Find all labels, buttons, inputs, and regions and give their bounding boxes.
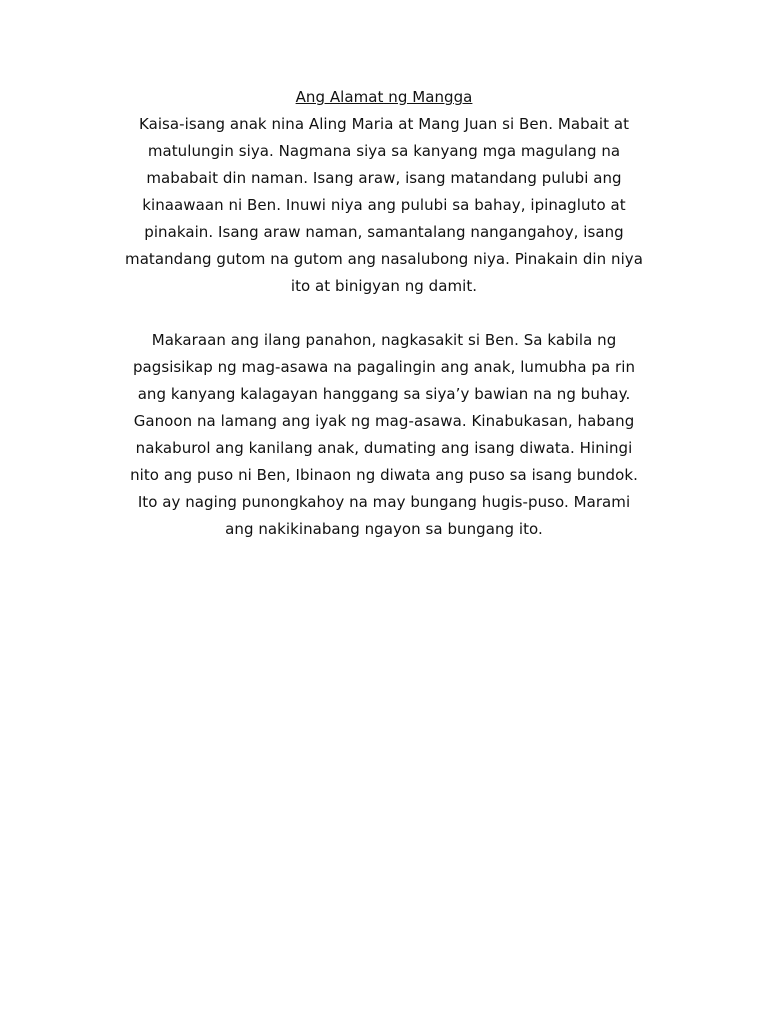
paragraph-1: [100, 111, 668, 300]
paragraph-line: matandang gutom na gutom ang nasalubong niya. Pinakain din niya: [125, 250, 643, 268]
paragraph-line: nakaburol ang kanilang anak, dumating ang isang diwata. Hiningi: [135, 439, 633, 457]
document-title: Ang Alamat ng Mangga: [295, 88, 473, 106]
paragraph-line: matulungin siya. Nagmana siya sa kanyang mga magulang na: [147, 142, 621, 160]
paragraph-line: pagsisikap ng mag-asawa na pagalingin ang anak, lumubha pa rin: [132, 358, 636, 376]
paragraph-line: Ganoon na lamang ang iyak ng mag-asawa. Kinabukasan, habang: [133, 412, 635, 430]
paragraph-line: ito at binigyan ng damit.: [290, 277, 478, 295]
paragraph-line: mababait din naman. Isang araw, isang matandang pulubi ang: [146, 169, 622, 187]
document-body: [100, 84, 668, 570]
paragraph-line: pinakain. Isang araw naman, samantalang nangangahoy, isang: [144, 223, 624, 241]
paragraph-line: kinaawaan ni Ben. Inuwi niya ang pulubi sa bahay, ipinagluto at: [142, 196, 626, 214]
paragraph-line: Makaraan ang ilang panahon, nagkasakit si Ben. Sa kabila ng: [151, 331, 617, 349]
paragraph-line: Ito ay naging punongkahoy na may bungang hugis-puso. Marami: [137, 493, 631, 511]
paragraph-line: ang kanyang kalagayan hanggang sa siya’y bawian na ng buhay.: [137, 385, 631, 403]
paragraph-line: Kaisa-isang anak nina Aling Maria at Mang Juan si Ben. Mabait at: [138, 115, 630, 133]
paragraph-line: ang nakikinabang ngayon sa bungang ito.: [225, 520, 543, 538]
paragraph-2: [100, 327, 668, 543]
paragraph-line: nito ang puso ni Ben, Ibinaon ng diwata ang puso sa isang bundok.: [130, 466, 638, 484]
